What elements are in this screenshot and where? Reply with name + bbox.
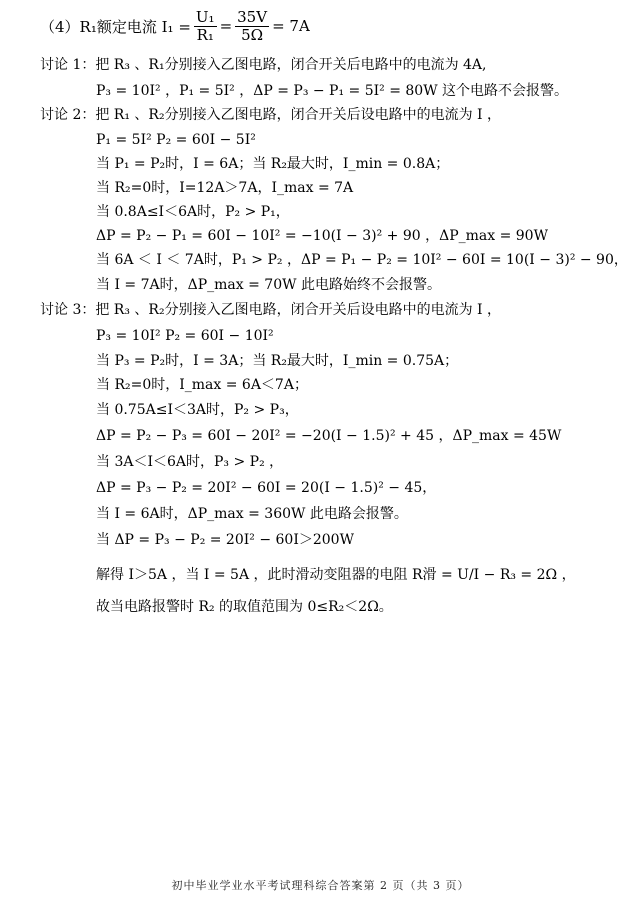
discussion-1-heading: 讨论 1：把 R₃ 、R₁分别接入乙图电路，闭合开关后电路中的电流为 4A, [40,57,487,73]
fraction-u1-r1 [194,9,217,44]
fraction-numerator: U₁ [195,7,215,26]
discussion-3-line: ΔP = P₃ − P₂ = 20I² − 60I = 20(I − 1.5)² − 45， [96,480,437,496]
discussion-3-line: 当 R₂=0时，I_max = 6A＜7A； [96,377,308,393]
discussion-2-line: 当 P₁ = P₂时，I = 6A；当 R₂最大时，I_min = 0.8A； [96,156,450,172]
discussion-3-line: P₃ = 10I² P₂ = 60I − 10I² [96,328,274,344]
discussion-2-line: 当 6A ＜ I ＜ 7A时，P₁ > P₂ ，ΔP = P₁ − P₂ = 10I² − 60I = 10(I − 3)² − 90， [96,252,628,268]
discussion-3-line: 当 P₃ = P₂时，I = 3A；当 R₂最大时，I_min = 0.75A； [96,353,459,369]
fraction-denominator: 5Ω [241,25,264,44]
discussion-3-line: 当 I = 6A时，ΔP_max = 360W 此电路会报警。 [96,506,408,522]
part4-result: = 7A [272,17,310,35]
discussion-3-line: 当 ΔP = P₃ − P₂ = 20I² − 60I＞200W [96,532,354,548]
part4-lead: R₁额定电流 I₁ = [79,17,191,36]
part4-line [40,6,310,46]
discussion-3-heading: 讨论 3：把 R₃ 、R₂分别接入乙图电路，闭合开关后设电路中的电流为 I ， [40,302,501,318]
discussion-2-line: P₁ = 5I² P₂ = 60I − 5I² [96,132,256,148]
equals-sign: = [219,17,233,35]
discussion-3-line: ΔP = P₂ − P₃ = 60I − 20I² = −20(I − 1.5)² + 45 ，ΔP_max = 45W [96,428,562,444]
fraction-denominator: R₁ [196,25,214,44]
discussion-2-line: 当 R₂=0时，I=12A＞7A，I_max = 7A [96,180,354,196]
conclusion-line: 故当电路报警时 R₂ 的取值范围为 0≤R₂＜2Ω。 [96,599,393,615]
discussion-2-line: 当 0.8A≤I＜6A时，P₂ > P₁， [96,204,290,220]
part4-prefix: （4） [40,17,80,36]
discussion-3-line: 当 0.75A≤I＜3A时，P₂ > P₃， [96,402,299,418]
discussion-1-result: P₃ = 10I² ，P₁ = 5I² ，ΔP = P₃ − P₁ = 5I² = 80W 这个电路不会报警。 [96,83,569,99]
fraction-numerator: 35V [237,7,268,26]
discussion-2-heading: 讨论 2：把 R₁ 、R₂分别接入乙图电路，闭合开关后设电路中的电流为 I ， [40,107,501,123]
discussion-2-line: 当 I = 7A时，ΔP_max = 70W 此电路始终不会报警。 [96,277,441,293]
discussion-3-solution: 解得 I＞5A ，当 I = 5A ，此时滑动变阻器的电阻 R滑 = U/I − R₃ = 2Ω ， [96,567,576,583]
page-footer: 初中毕业学业水平考试理科综合答案第 2 页（共 3 页） [171,879,470,892]
fraction-35v-5ohm [235,9,269,44]
discussion-2-line: ΔP = P₂ − P₁ = 60I − 10I² = −10(I − 3)² + 90 ，ΔP_max = 90W [96,228,548,244]
discussion-3-line: 当 3A＜I＜6A时，P₃ > P₂ ， [96,454,284,470]
